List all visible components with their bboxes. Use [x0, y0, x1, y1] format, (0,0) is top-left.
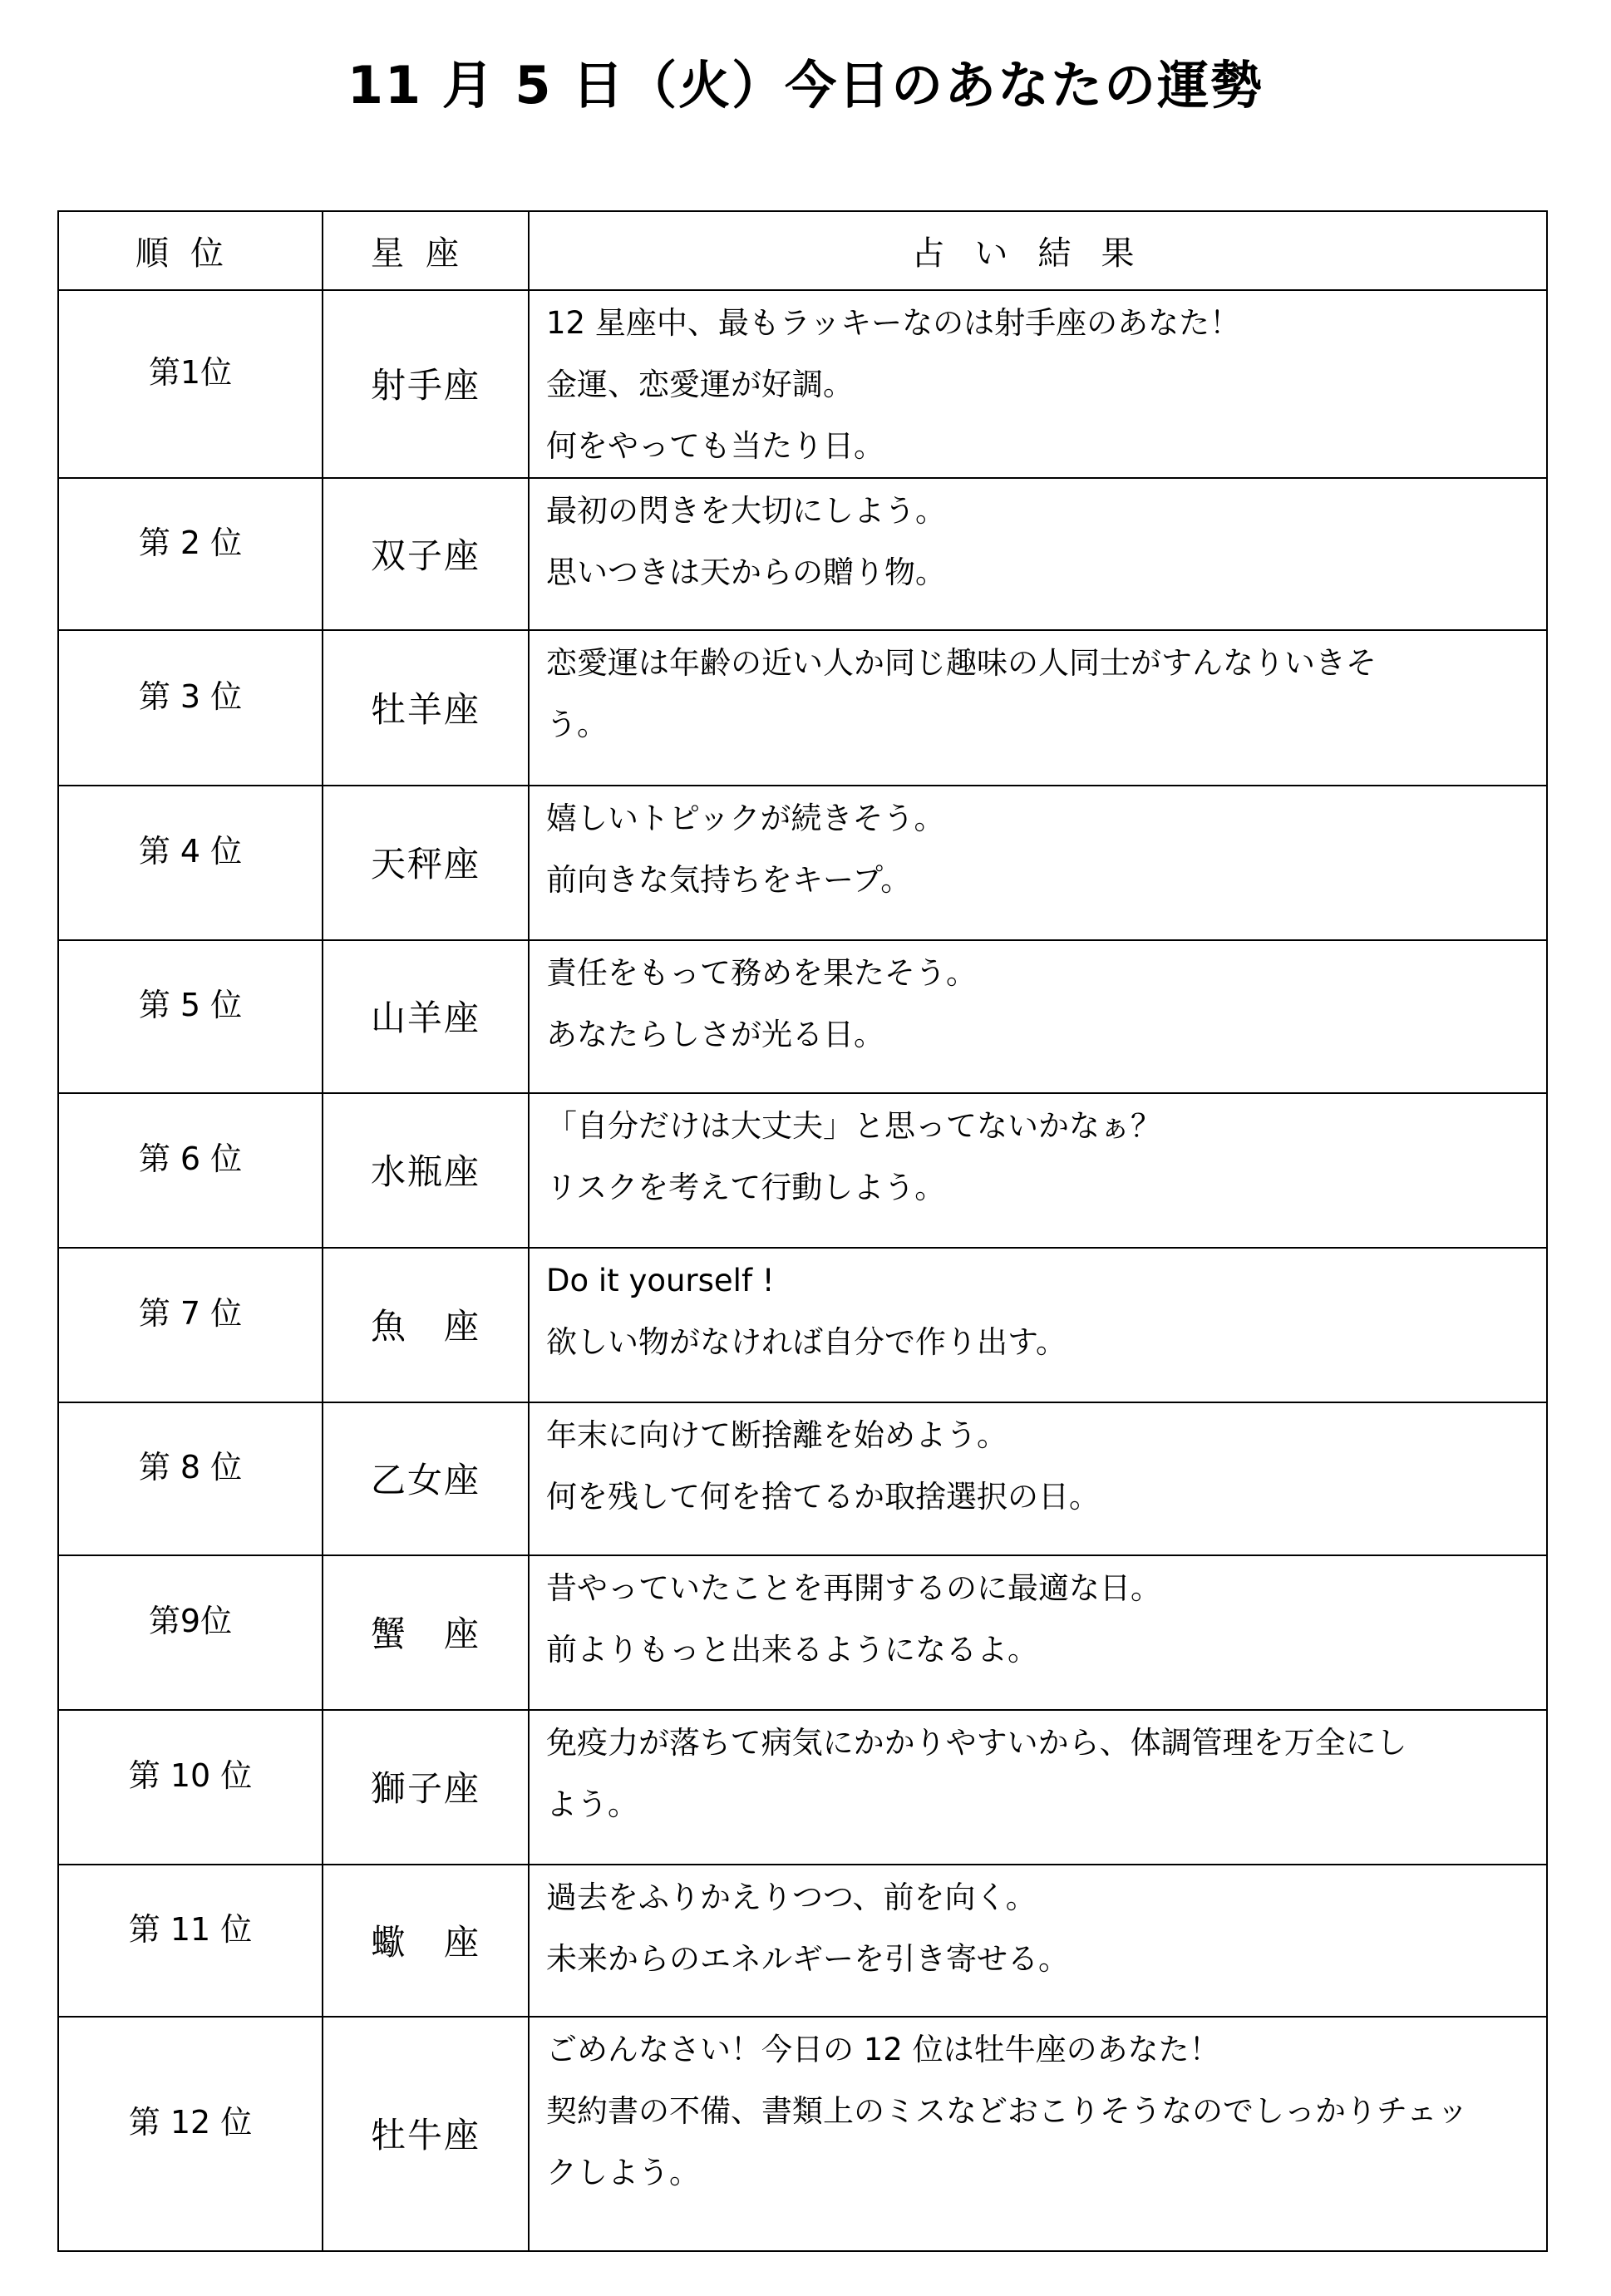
sign-text: 乙女座 [370, 1460, 480, 1500]
rank-cell [58, 786, 323, 940]
rank-text: 第 2 位 [138, 524, 243, 561]
result-line: Do it yourself ! [546, 1263, 775, 1298]
header-result: 占い結果 [529, 211, 1547, 290]
rank-text: 第9位 [148, 1603, 233, 1639]
result-text [546, 786, 1536, 911]
table-row [58, 1710, 1547, 1865]
table-row [58, 1093, 1547, 1248]
result-line: 未来からのエネルギーを引き寄せる。 [546, 1941, 1069, 1977]
table-row [58, 1248, 1547, 1402]
result-line: 思いつきは天からの贈り物。 [546, 554, 946, 590]
result-text [546, 479, 1536, 604]
sign-cell [323, 940, 529, 1093]
result-line: 前よりもっと出来るようになるよ。 [546, 1632, 1038, 1668]
sign-text: 射手座 [370, 365, 480, 406]
result-line: 責任をもって務めを果たそう。 [546, 955, 977, 991]
page-title: 11 月 5 日（火）今日のあなたの運勢 [347, 55, 1264, 116]
rank-text: 第 4 位 [138, 833, 243, 870]
rank-text: 第1位 [148, 354, 233, 391]
table-row [58, 478, 1547, 630]
rank-cell [58, 2017, 323, 2251]
sign-text: 水瓶座 [370, 1151, 480, 1192]
rank-text: 第 10 位 [128, 1757, 253, 1794]
result-text [546, 1094, 1536, 1219]
sign-text: 双子座 [370, 535, 480, 576]
result-text [546, 631, 1536, 756]
header-sign: 星座 [323, 211, 529, 290]
result-line: 何をやっても当たり日。 [546, 428, 884, 464]
rank-cell [58, 290, 323, 478]
table-row [58, 1402, 1547, 1555]
result-line: あなたらしさが光る日。 [546, 1017, 884, 1052]
result-cell [529, 1865, 1547, 2017]
result-text [546, 1249, 1536, 1373]
table-row [58, 1555, 1547, 1710]
result-line: 昔やっていたことを再開するのに最適な日。 [546, 1570, 1161, 1606]
result-cell [529, 2017, 1547, 2251]
sign-cell [323, 290, 529, 478]
result-line: 「自分だけは大丈夫」と思ってないかなぁ？ [546, 1108, 1161, 1144]
sign-cell [323, 786, 529, 940]
table-row [58, 1865, 1547, 2017]
result-cell [529, 478, 1547, 630]
rank-text: 第 11 位 [128, 1910, 253, 1948]
sign-cell [323, 1093, 529, 1248]
result-cell [529, 290, 1547, 478]
result-cell [529, 1093, 1547, 1248]
sign-cell [323, 1710, 529, 1865]
result-line: 免疫力が落ちて病気にかかりやすいから、体調管理を万全にし [546, 1725, 1407, 1761]
sign-cell [323, 1248, 529, 1402]
result-line: 恋愛運は年齢の近い人か同じ趣味の人同士がすんなりいきそ [546, 645, 1377, 681]
sign-text: 獅子座 [370, 1768, 480, 1809]
sign-text: 蠍 座 [370, 1921, 480, 1963]
rank-cell [58, 940, 323, 1093]
rank-cell [58, 1093, 323, 1248]
result-cell [529, 1555, 1547, 1710]
result-line: 欲しい物がなければ自分で作り出す。 [546, 1324, 1067, 1360]
rank-cell [58, 1248, 323, 1402]
sign-cell [323, 630, 529, 786]
rank-cell [58, 1402, 323, 1555]
result-cell [529, 630, 1547, 786]
result-text [546, 1711, 1536, 1835]
rank-text: 第 7 位 [138, 1295, 243, 1332]
rank-text: 第 5 位 [138, 987, 243, 1023]
result-cell [529, 940, 1547, 1093]
sign-text: 牡羊座 [370, 688, 480, 730]
sign-cell [323, 2017, 529, 2251]
result-line: 何を残して何を捨てるか取捨選択の日。 [546, 1479, 1100, 1515]
sign-text: 蟹 座 [370, 1614, 480, 1654]
result-line: 最初の閃きを大切にしよう。 [546, 493, 946, 529]
result-line: ごめんなさい！今日の 12 位は牡牛座のあなた！ [546, 2032, 1220, 2067]
rank-cell [58, 1555, 323, 1710]
result-line: う。 [546, 707, 608, 742]
sign-cell [323, 478, 529, 630]
sign-cell [323, 1555, 529, 1710]
rank-cell [58, 1710, 323, 1865]
rank-cell [58, 630, 323, 786]
sign-cell [323, 1402, 529, 1555]
header-row [58, 211, 1547, 290]
result-text [546, 1556, 1536, 1681]
result-line: 金運、恋愛運が好調。 [546, 367, 854, 402]
result-text [546, 291, 1536, 477]
rank-text: 第 8 位 [138, 1449, 243, 1486]
rank-cell [58, 1865, 323, 2017]
result-line: 前向きな気持ちをキープ。 [546, 862, 912, 898]
result-line: 契約書の不備、書類上のミスなどおこりそうなのでしっかりチェッ [546, 2093, 1468, 2129]
sign-text: 天秤座 [370, 844, 480, 884]
result-line: 嬉しいトピックが続きそう。 [546, 801, 945, 836]
result-line: リスクを考えて行動しよう。 [546, 1170, 946, 1205]
result-line: 12 星座中、最もラッキーなのは射手座のあなた！ [546, 305, 1241, 341]
result-cell [529, 1402, 1547, 1555]
result-text [546, 1403, 1536, 1528]
result-line: 年末に向けて断捨離を始めよう。 [546, 1417, 1007, 1453]
sign-cell [323, 1865, 529, 2017]
rank-text: 第 3 位 [138, 677, 243, 715]
result-line: クしよう。 [546, 2155, 700, 2190]
result-cell [529, 1710, 1547, 1865]
result-line: 過去をふりかえりつつ、前を向く。 [546, 1880, 1037, 1915]
table-row [58, 940, 1547, 1093]
rank-cell [58, 478, 323, 630]
table-row [58, 290, 1547, 478]
result-text [546, 2018, 1536, 2204]
table-row [58, 2017, 1547, 2251]
result-text [546, 941, 1536, 1066]
result-cell [529, 1248, 1547, 1402]
result-cell [529, 786, 1547, 940]
rank-text: 第 12 位 [128, 2104, 253, 2141]
result-line: よう。 [546, 1786, 638, 1822]
rank-text: 第 6 位 [138, 1141, 243, 1177]
fortune-table [57, 210, 1548, 2252]
sign-text: 山羊座 [370, 998, 480, 1038]
fortune-rows [58, 290, 1547, 2251]
result-text [546, 1865, 1536, 1990]
header-rank: 順位 [58, 211, 323, 290]
table-row [58, 786, 1547, 940]
sign-text: 牡牛座 [370, 2115, 480, 2156]
sign-text: 魚 座 [370, 1306, 480, 1347]
table-row [58, 630, 1547, 786]
